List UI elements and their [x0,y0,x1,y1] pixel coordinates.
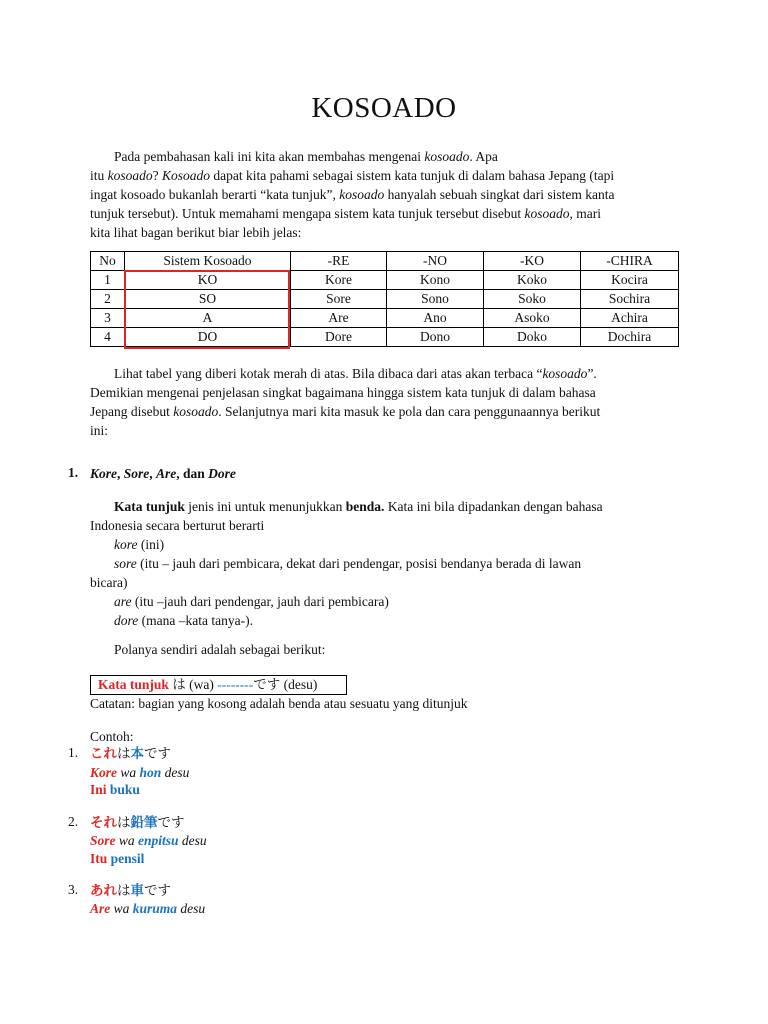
definition-kore: kore (ini) [114,537,165,552]
definition-sore-cont: bicara) [90,575,128,590]
table-row [91,309,679,328]
examples-heading: Contoh: [90,729,134,744]
definition-are: are (itu –jauh dari pendengar, jauh dari pembicara) [114,594,389,609]
table-header-cell: Sistem Kosoado [125,252,291,271]
pattern-blank: -------- [217,677,254,692]
example-japanese: それは鉛筆です [90,815,185,831]
definition-dore: dore (mana –kata tanya-). [114,613,253,628]
pattern-intro: Polanya sendiri adalah sebagai berikut: [114,642,326,657]
description-line-1: Kata tunjuk jenis ini untuk menunjukkan benda. Kata ini bila dipadankan dengan bahasa [114,499,603,514]
intro-line-2: itu kosoado? Kosoado dapat kita pahami sebagai sistem kata tunjuk di dalam bahasa Jepang (tapi [90,168,615,183]
explanation-line-2: Demikian mengenai penjelasan singkat bagaimana hingga sistem kata tunjuk di dalam bahasa [90,385,596,400]
example-japanese: これは本です [90,746,171,762]
explanation-line-1: Lihat tabel yang diberi kotak merah di atas. Bila dibaca dari atas akan terbaca “kosoado”. [114,366,597,381]
intro-paragraph [90,147,678,242]
table-header-cell: -KO [484,252,581,271]
page-title: KOSOADO [311,92,457,124]
example-number: 3. [68,882,79,897]
table-cell: Doko [484,328,581,347]
table-cell: Achira [581,309,679,328]
table-cell: Koko [484,271,581,290]
intro-line-4: tunjuk tersebut). Untuk memahami mengapa sistem kata tunjuk tersebut disebut kosoado, mari [90,206,602,221]
table-header-cell: -CHIRA [581,252,679,271]
pattern-kata-tunjuk: Kata tunjuk [98,677,169,692]
description-paragraph [90,497,678,630]
table-row [91,328,679,347]
table-cell: Are [291,309,387,328]
table-header-row [91,252,679,271]
table-cell: KO [125,271,291,290]
kosoado-table [90,251,679,347]
example-number: 1. [68,745,79,760]
table-cell: Asoko [484,309,581,328]
intro-line-5: kita lihat bagan berikut biar lebih jelas: [90,225,302,240]
example-romaji: Are wa kuruma desu [90,901,206,916]
table-row [91,271,679,290]
description-line-2: Indonesia secara berturut berarti [90,518,265,533]
note-text: Catatan: bagian yang kosong adalah benda atau sesuatu yang ditunjuk [90,696,468,711]
example-number: 2. [68,814,79,829]
table-cell: Sono [387,290,484,309]
table-cell: Kono [387,271,484,290]
table-cell: Kore [291,271,387,290]
definition-sore: sore (itu – jauh dari pembicara, dekat dari pendengar, posisi bendanya berada di lawan [114,556,582,571]
table-cell: Soko [484,290,581,309]
example-romaji: Sore wa enpitsu desu [90,833,207,848]
explanation-line-4: ini: [90,423,109,438]
example-japanese: あれは車です [90,883,171,899]
table-cell: Dono [387,328,484,347]
table-cell: 3 [91,309,125,328]
table-cell: DO [125,328,291,347]
table-header-cell: -RE [291,252,387,271]
pattern-box: Kata tunjuk は (wa) --------です (desu) [90,675,347,695]
section-heading: Kore, Sore, Are, dan Dore [90,466,236,481]
example-translation: Ini buku [90,782,140,797]
intro-line-1: Pada pembahasan kali ini kita akan membahas mengenai kosoado. Apa [114,149,498,164]
intro-line-3: ingat kosoado bukanlah berarti “kata tunjuk”, kosoado hanyalah sebuah singkat dari sistem kanta [90,187,615,202]
example-translation: Itu pensil [90,851,145,866]
table-cell: Dore [291,328,387,347]
example-romaji: Kore wa hon desu [90,765,190,780]
table-cell: Ano [387,309,484,328]
table-cell: 2 [91,290,125,309]
table-row [91,290,679,309]
table-cell: 1 [91,271,125,290]
table-cell: Dochira [581,328,679,347]
section-number: 1. [68,465,79,480]
table-cell: Kocira [581,271,679,290]
table-cell: 4 [91,328,125,347]
table-cell: Sochira [581,290,679,309]
table-header-cell: No [91,252,125,271]
table-cell: A [125,309,291,328]
explanation-line-3: Jepang disebut kosoado. Selanjutnya mari kita masuk ke pola dan cara penggunaannya berikut [90,404,601,419]
explanation-paragraph [90,364,678,440]
table-cell: Sore [291,290,387,309]
table-cell: SO [125,290,291,309]
table-header-cell: -NO [387,252,484,271]
